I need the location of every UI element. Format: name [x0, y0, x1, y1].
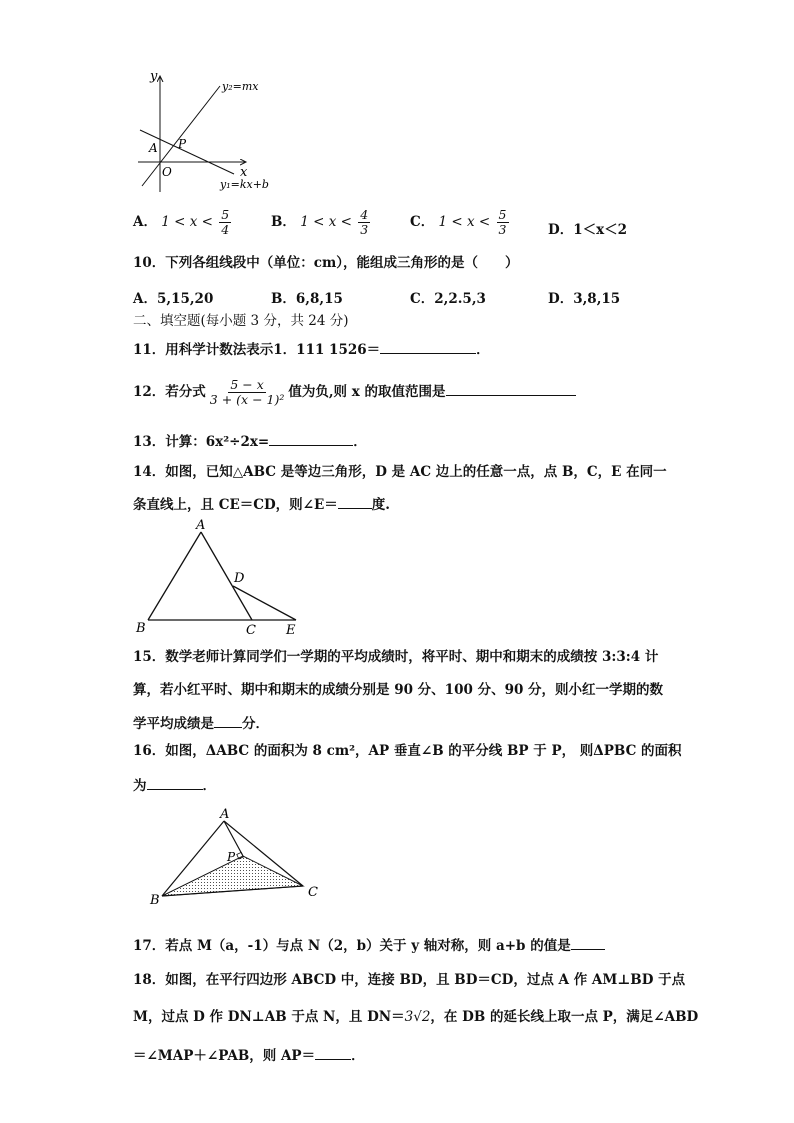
- origin-label: O: [162, 165, 172, 179]
- vertex-c-label: C: [246, 623, 256, 638]
- q16-line2: 为 ．: [133, 775, 216, 795]
- q10-option-d: D．3,8,15: [548, 291, 621, 307]
- q9-option-b-fraction: $\frac{4}{3}$: [360, 207, 369, 237]
- q10-option-b: B．6,8,15: [271, 291, 343, 307]
- q10-option-a: A．5,15,20: [133, 291, 214, 307]
- y2-label: y₂=mx: [222, 80, 259, 93]
- q12-fraction: $\frac{5 - x}{\text{3 + (x − 1)²}}$: [209, 377, 285, 407]
- q12-answer-blank: [446, 381, 576, 396]
- vertex-b-label: B: [136, 621, 146, 636]
- q15-line1: 15．数学老师计算同学们一学期的平均成绩时，将平时、期中和期末的成绩按 3:3:4 计: [133, 649, 659, 665]
- y-axis-label: y: [150, 69, 158, 84]
- q18-line2: M，过点 D 作 DN⊥AB 于点 N，且 DN＝3√2，在 DB 的延长线上取一点 P，满足∠ABD: [133, 1009, 699, 1025]
- vertex-e-label: E: [286, 623, 296, 638]
- q10-option-c: C．2,2.5,3: [410, 291, 486, 307]
- q17: 17．若点 M（a，-1）与点 N（2，b）关于 y 轴对称，则 a+b 的值是: [133, 935, 605, 955]
- q14-line1: 14．如图，已知△ABC 是等边三角形，D 是 AC 边上的任意一点，点 B，C，E 在同一: [133, 464, 667, 480]
- q18-answer-blank: [315, 1045, 351, 1060]
- x-axis-label: x: [240, 165, 248, 180]
- q11-answer-blank: [380, 339, 476, 354]
- q15-line2: 算，若小红平时、期中和期末的成绩分别是 90 分、100 分、90 分，则小红一学期的数: [133, 682, 664, 698]
- q14-line2: 条直线上，且 CE＝CD，则∠E＝ 度.: [133, 494, 390, 514]
- vertex-b-label: B: [150, 893, 160, 908]
- q15-answer-blank: [214, 713, 242, 728]
- q14-figure: [130, 516, 310, 640]
- q9-option-c-fraction: $\frac{5}{3}$: [498, 207, 507, 237]
- q14-answer-blank: [338, 494, 372, 509]
- vertex-a-label: A: [196, 518, 206, 533]
- q13-answer-blank: [269, 431, 353, 446]
- q12: 12．若分式 $\frac{5 - x}{\text{3 + (x − 1)²}}$ 值为负,则 x 的取值范围是: [133, 372, 576, 412]
- q9-figure: [130, 66, 280, 198]
- point-p-label: P: [178, 137, 187, 151]
- vertex-p-label: P: [227, 850, 236, 864]
- point-a-label: A: [149, 141, 158, 155]
- q9-option-c: C． 1 < x < $\frac{5}{3}$: [410, 207, 507, 237]
- vertex-c-label: C: [308, 885, 318, 900]
- segment-ab: [148, 532, 201, 620]
- q16-figure: [140, 806, 330, 910]
- q9-option-a-fraction: $\frac{5}{4}$: [221, 207, 230, 237]
- vertex-d-label: D: [234, 571, 245, 586]
- q16-line1: 16．如图，ΔABC 的面积为 8 cm²，AP 垂直∠B 的平分线 BP 于 P， 则ΔPBC 的面积: [133, 743, 682, 759]
- q13: 13．计算：6x²÷2x= ．: [133, 431, 367, 451]
- q15-line3: 学平均成绩是 分．: [133, 713, 269, 733]
- q17-answer-blank: [571, 935, 605, 950]
- y1-label: y₁=kx+b: [220, 178, 269, 191]
- vertex-a-label: A: [220, 807, 230, 822]
- q9-option-d: D．1＜x＜2: [548, 222, 628, 238]
- section-heading: 二、填空题(每小题 3 分，共 24 分): [133, 313, 349, 329]
- q18-line1: 18．如图，在平行四边形 ABCD 中，连接 BD，且 BD＝CD，过点 A 作 AM⊥BD 于点: [133, 972, 686, 988]
- q11: 11．用科学计数法表示1．111 1526＝ ．: [133, 339, 490, 359]
- q9-option-a: A． 1 < x < $\frac{5}{4}$: [133, 207, 230, 237]
- q18-math: 3√2: [404, 1009, 431, 1025]
- q16-answer-blank: [147, 775, 203, 790]
- q9-option-b: B． 1 < x < $\frac{4}{3}$: [271, 207, 369, 237]
- q18-line3: ＝∠MAP＋∠PAB，则 AP＝ ．: [133, 1045, 365, 1065]
- q10-stem: 10．下列各组线段中（单位：cm），能组成三角形的是（ ）: [133, 255, 519, 271]
